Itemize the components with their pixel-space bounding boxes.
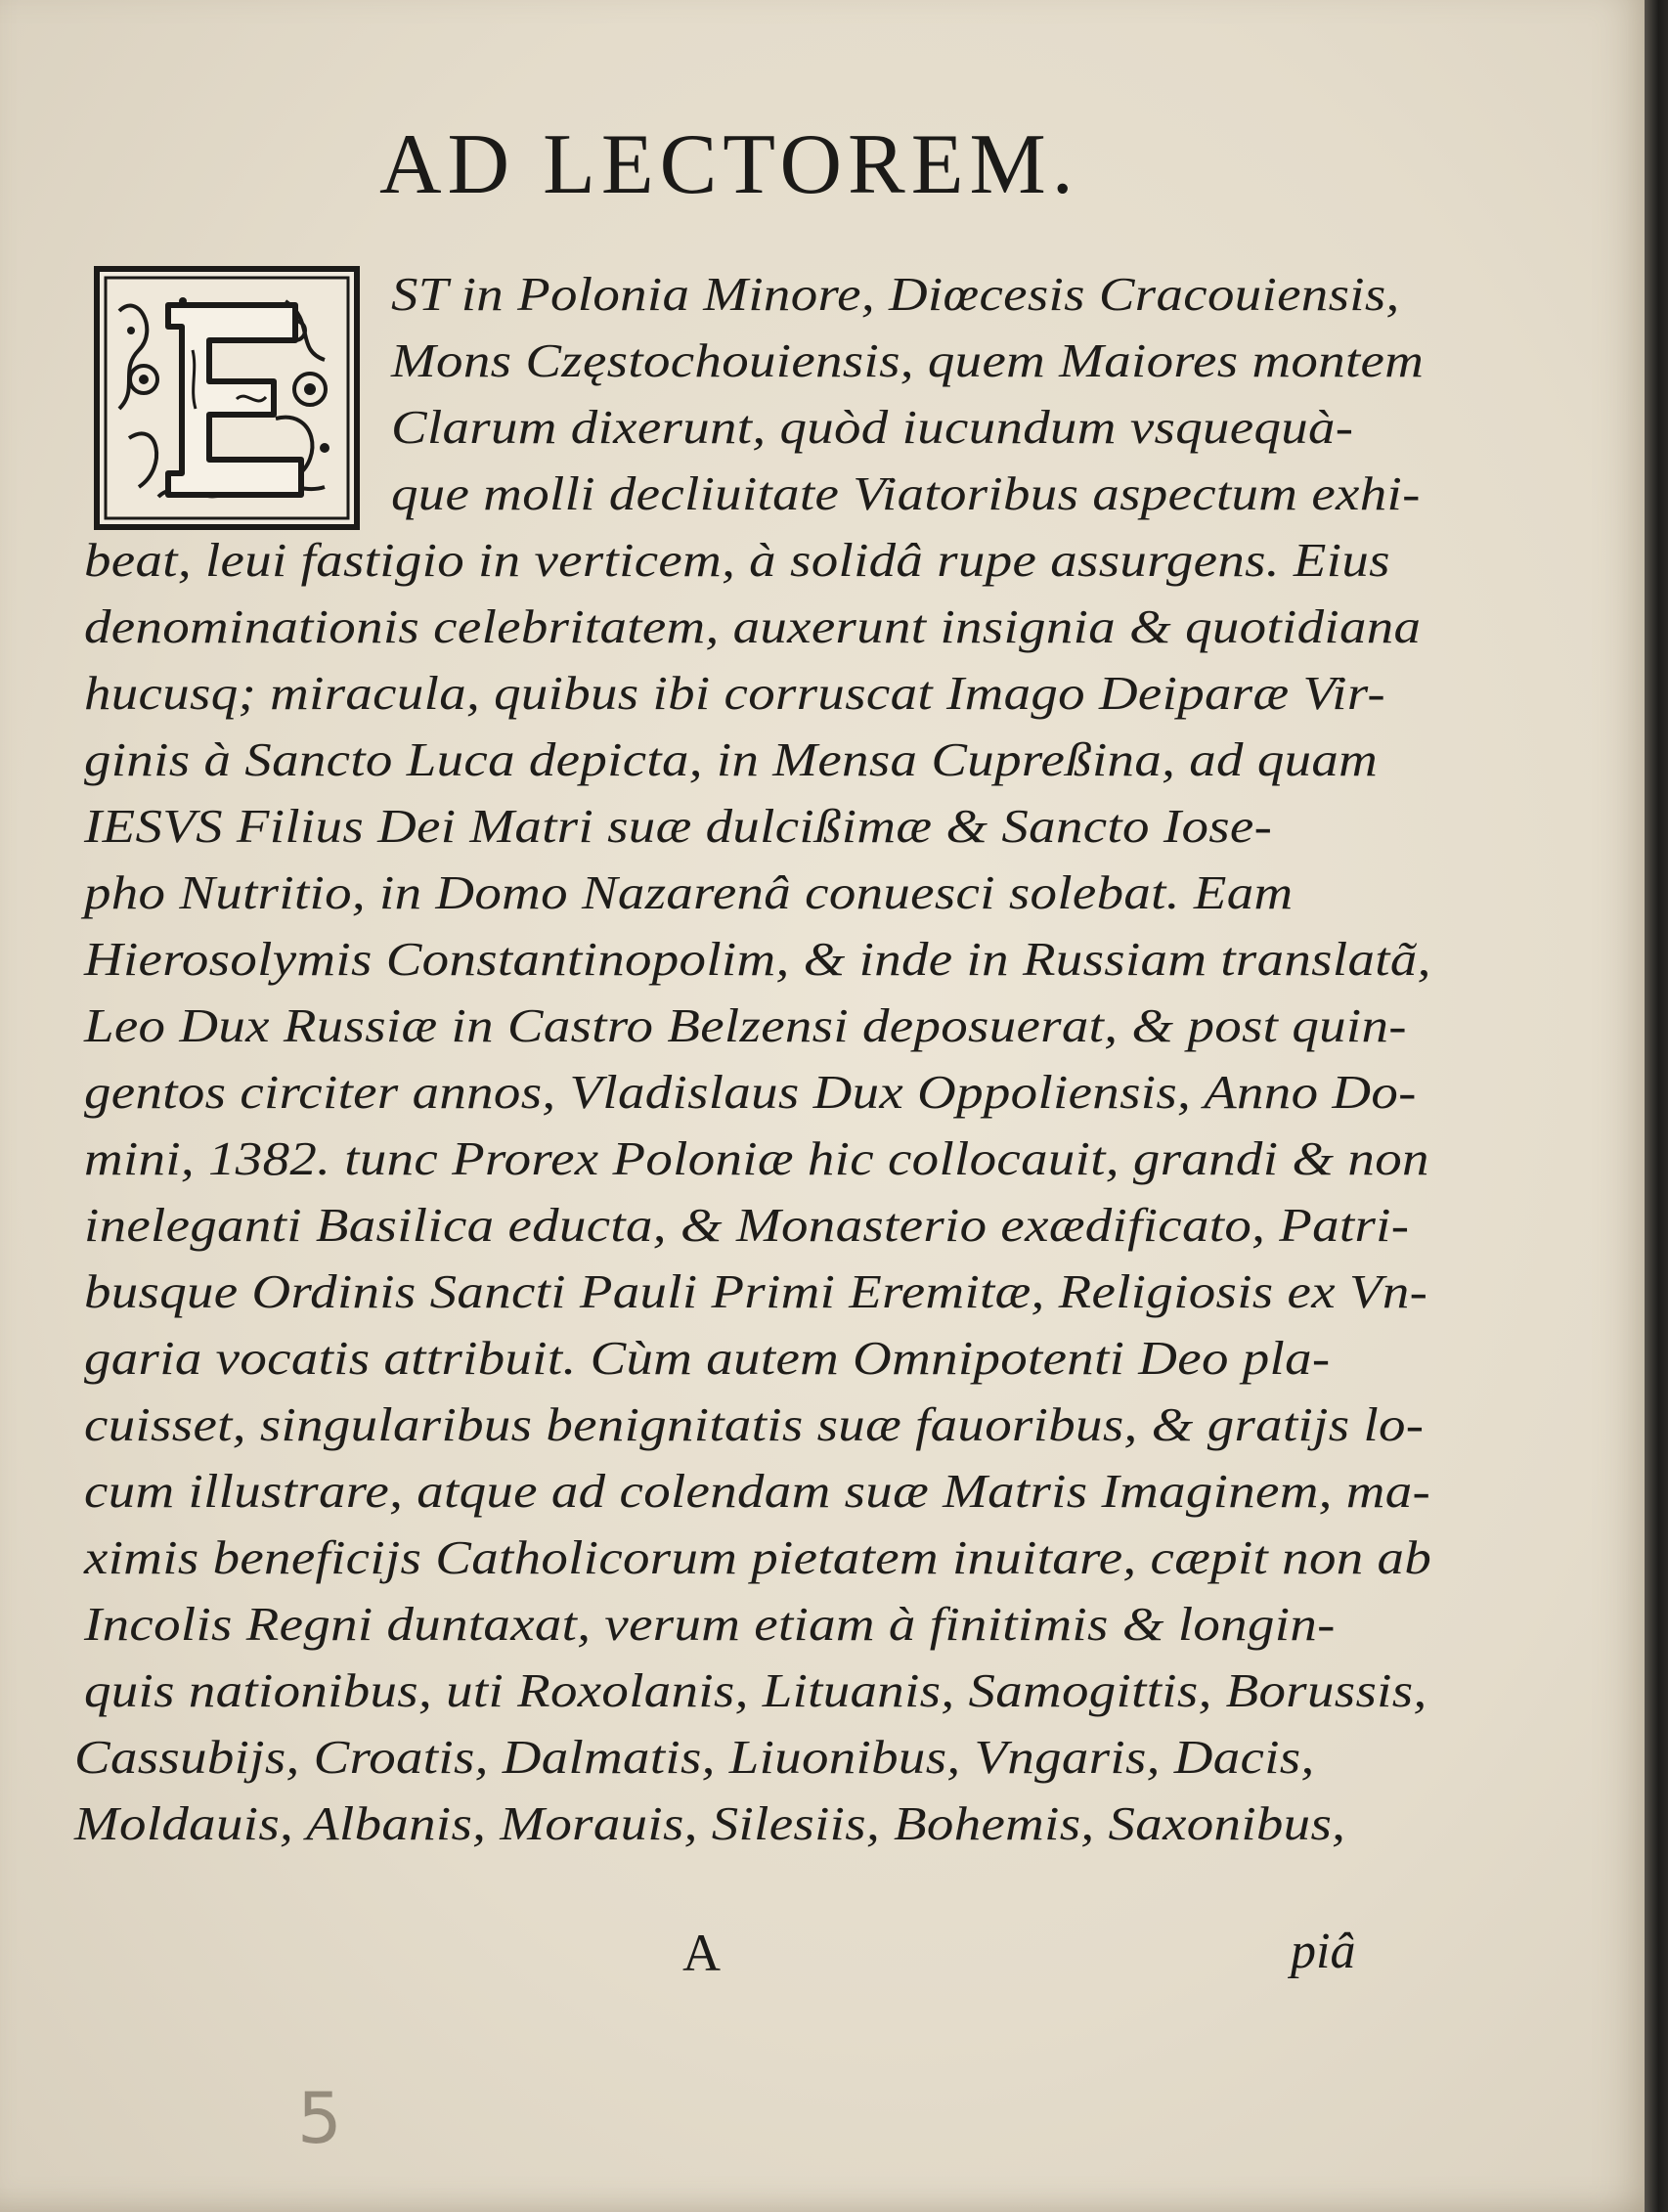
text-line: ineleganti Basilica educta, & Monasterio exædificato, Patri- bbox=[84, 1198, 1410, 1252]
text-line: busque Ordinis Sancti Pauli Primi Eremitæ, Religiosis ex Vn- bbox=[84, 1264, 1428, 1318]
decorated-initial-e bbox=[94, 266, 360, 530]
text-line: Cassubijs, Croatis, Dalmatis, Liuonibus, Vngaris, Dacis, bbox=[74, 1730, 1315, 1784]
text-line: Mons Częstochouiensis, quem Maiores montem bbox=[391, 333, 1425, 387]
text-line: Incolis Regni duntaxat, verum etiam à finitimis & longin- bbox=[84, 1597, 1336, 1651]
text-line: quis nationibus, uti Roxolanis, Lituanis, Samogittis, Borussis, bbox=[84, 1663, 1427, 1717]
text-line: Leo Dux Russiæ in Castro Belzensi deposuerat, & post quin- bbox=[84, 998, 1407, 1052]
text-line: pho Nutritio, in Domo Nazarenâ conuesci solebat. Eam bbox=[84, 865, 1294, 919]
text-line: ximis beneficijs Catholicorum pietatem inuitare, cæpit non ab bbox=[84, 1530, 1432, 1584]
text-line: mini, 1382. tunc Prorex Poloniæ hic collocauit, grandi & non bbox=[84, 1131, 1429, 1185]
page-heading: AD LECTOREM. bbox=[379, 117, 1079, 212]
signature-mark: A bbox=[682, 1924, 721, 1982]
text-line: IESVS Filius Dei Matri suæ dulcißimæ & Sancto Iose- bbox=[84, 799, 1273, 853]
catchword: piâ bbox=[1291, 1924, 1356, 1979]
text-line: Hierosolymis Constantinopolim, & inde in Russiam translatã, bbox=[84, 932, 1431, 986]
text-line: Clarum dixerunt, quòd iucundum vsquequà- bbox=[391, 400, 1354, 454]
text-line: denominationis celebritatem, auxerunt insignia & quotidiana bbox=[84, 599, 1422, 653]
text-line: garia vocatis attribuit. Cùm autem Omnipotenti Deo pla- bbox=[84, 1331, 1331, 1385]
text-line: que molli decliuitate Viatoribus aspectum exhi- bbox=[391, 466, 1421, 520]
handwritten-page-number: 5 bbox=[297, 2077, 342, 2159]
text-line: cuisset, singularibus benignitatis suæ fauoribus, & gratijs lo- bbox=[84, 1397, 1425, 1451]
book-cover-edge bbox=[1645, 0, 1668, 2212]
text-line: beat, leui fastigio in verticem, à solidâ rupe assurgens. Eius bbox=[84, 533, 1390, 587]
text-line: ginis à Sancto Luca depicta, in Mensa Cupreßina, ad quam bbox=[84, 732, 1379, 786]
floral-initial-ornament bbox=[100, 272, 354, 524]
text-line: ST in Polonia Minore, Diœcesis Cracouiensis, bbox=[391, 267, 1400, 321]
text-line: gentos circiter annos, Vladislaus Dux Oppoliensis, Anno Do- bbox=[84, 1065, 1417, 1119]
text-line: hucusq; miracula, quibus ibi corruscat Imago Deiparæ Vir- bbox=[84, 666, 1386, 720]
text-line: Moldauis, Albanis, Morauis, Silesiis, Bohemis, Saxonibus, bbox=[74, 1796, 1346, 1850]
text-line: cum illustrare, atque ad colendam suæ Matris Imaginem, ma- bbox=[84, 1464, 1431, 1518]
